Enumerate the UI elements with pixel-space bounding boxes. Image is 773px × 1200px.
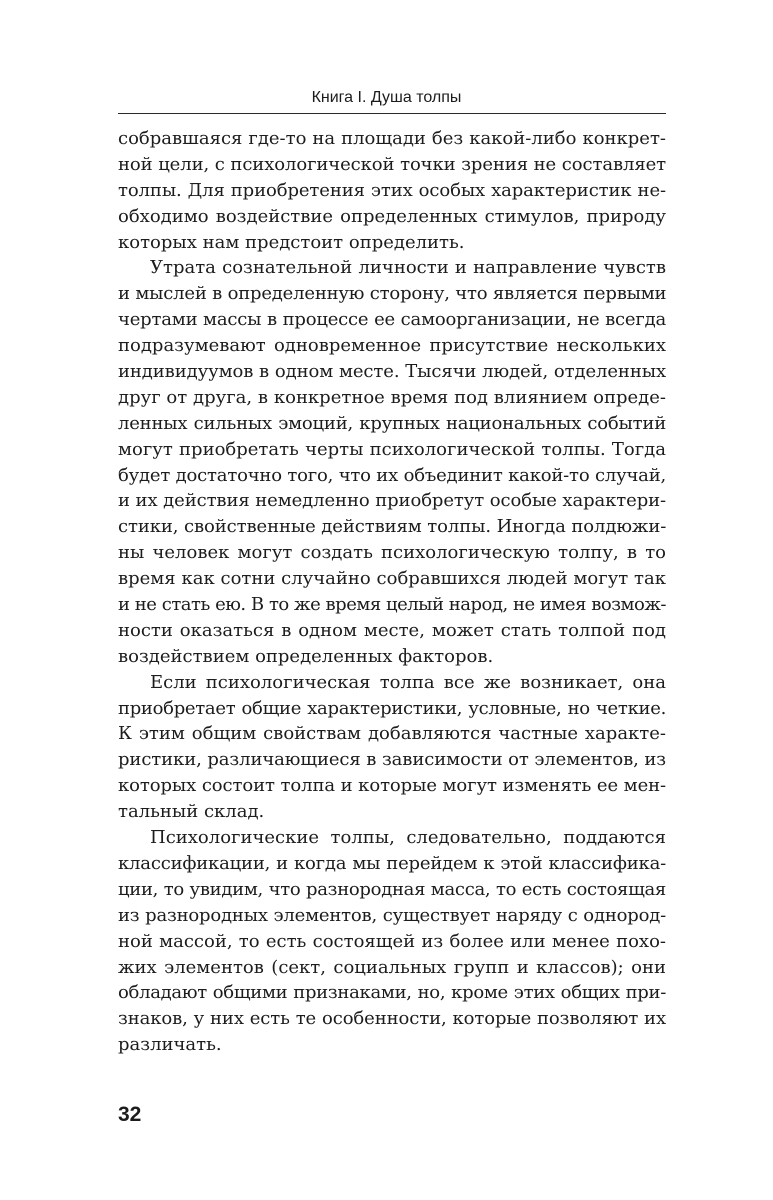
text-line: ности оказаться в одном месте, может стать толпой под [118, 619, 666, 641]
text-line: ленных сильных эмоций, крупных национальных событий [118, 412, 666, 434]
text-line: воздействием определенных факторов. [118, 645, 494, 667]
paragraph-2 [118, 255, 666, 669]
text-line: обладают общими признаками, но, кроме этих общих при- [118, 982, 666, 1004]
text-line: стики, свойственные действиям толпы. Иногда полдюжи- [118, 516, 667, 538]
text-line: будет достаточно того, что их объединит какой-то случай, [118, 464, 667, 486]
text-line: время как сотни случайно собравшихся людей могут так [118, 568, 666, 590]
text-line: ции, то увидим, что разнородная масса, то есть состоящая [118, 878, 666, 900]
text-line: собравшаяся где-то на площади без какой-либо конкрет- [118, 128, 666, 149]
text-line: подразумевают одновременное присутствие нескольких [118, 335, 666, 357]
text-line: и их действия немедленно приобретут особые характери- [118, 490, 666, 512]
paragraph-4 [118, 825, 666, 1058]
text-line: которых нам предстоит определить. [118, 231, 465, 253]
text-line: которых состоит толпа и которые могут изменять ее мен- [118, 775, 666, 797]
text-line: Психологические толпы, следовательно, поддаются [150, 827, 666, 849]
text-line: могут приобретать черты психологической толпы. Тогда [118, 438, 666, 460]
text-line: и не стать ею. В то же время целый народ, не имея возмож- [118, 594, 666, 616]
paragraph-1 [118, 126, 666, 255]
text-line: обходимо воздействие определенных стимулов, природу [118, 205, 666, 227]
text-line: индивидуумов в одном месте. Тысячи людей, отделенных [118, 361, 666, 383]
running-head: Книга I. Душа толпы [311, 89, 462, 106]
text-line: знаков, у них есть те особенности, которые позволяют их [118, 1008, 666, 1030]
text-line: ной массой, то есть состоящей из более или менее похо- [118, 930, 666, 952]
header-rule [118, 113, 666, 114]
text-line: К этим общим свойствам добавляются частные характе- [118, 723, 666, 745]
text-line: ной цели, с психологической точки зрения не составляет [118, 153, 666, 175]
text-line: чертами массы в процессе ее самоорганизации, не всегда [118, 309, 666, 331]
body-text [118, 126, 666, 1058]
text-line: приобретает общие характеристики, условные, но четкие. [118, 697, 666, 719]
text-line: Утрата сознательной личности и направление чувств [150, 257, 666, 279]
text-line: ны человек могут создать психологическую толпу, в то [118, 542, 666, 564]
text-line: Если психологическая толпа все же возникает, она [150, 671, 666, 693]
page-number: 32 [118, 1103, 142, 1126]
text-line: ристики, различающиеся в зависимости от элементов, из [118, 749, 667, 771]
paragraph-3 [118, 670, 666, 825]
text-line: толпы. Для приобретения этих особых характеристик не- [118, 179, 666, 201]
text-line: друг от друга, в конкретное время под влиянием опреде- [118, 386, 666, 408]
text-line: различать. [118, 1034, 222, 1056]
text-line: тальный склад. [118, 801, 265, 823]
text-line: жих элементов (сект, социальных групп и классов); они [118, 956, 666, 978]
text-line: из разнородных элементов, существует наряду с однород- [118, 904, 666, 926]
text-line: и мыслей в определенную сторону, что является первыми [118, 283, 667, 305]
text-line: классификации, и когда мы перейдем к этой классифика- [118, 852, 666, 874]
